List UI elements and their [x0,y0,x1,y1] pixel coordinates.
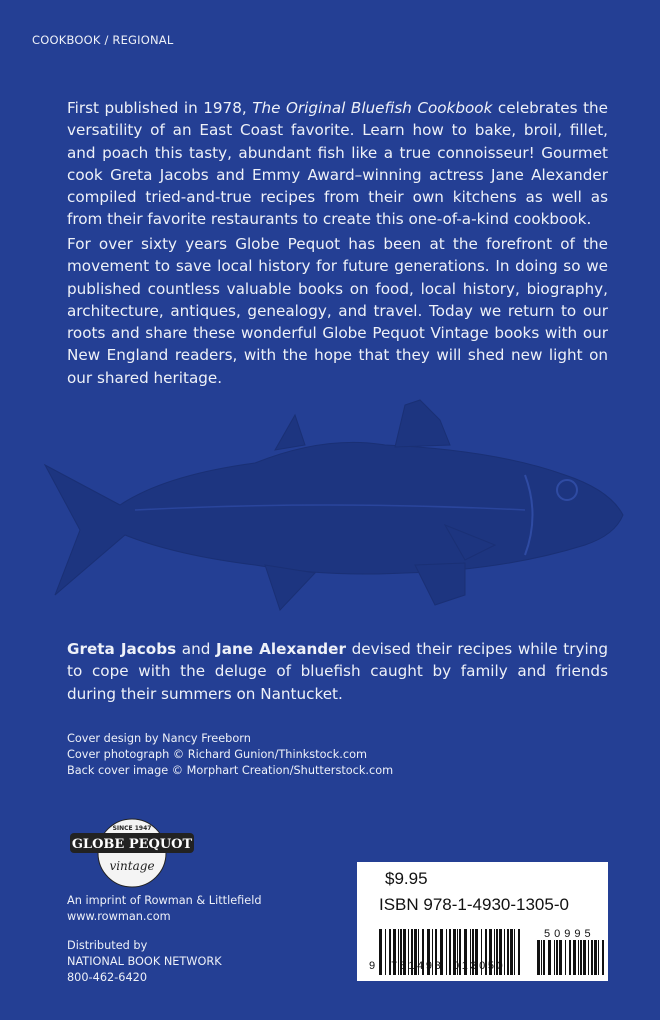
description-paragraph-1 [67,97,608,231]
barcode-bar [554,940,555,975]
text: celebrates the versatility of an East Coast favorite. Learn how to bake, broil, fillet, and poach this tasty, abundant fish like a true connoisseur! Gourmet cook Greta Jacobs and Emmy Award–winning actress Jane Alexander compiled tried-and-true recipes from their own kitchens as well as from their favorite restaurants to create this one-of-a-kind cookbook. [67,99,608,229]
imprint-info [67,893,262,925]
author-name: Jane Alexander [216,640,346,658]
barcode-bar [591,940,593,975]
barcode-bar [578,940,579,975]
isbn: ISBN 978-1-4930-1305-0 [379,895,569,914]
globe-pequot-vintage-logo [68,818,196,888]
bluefish-illustration [25,395,625,615]
barcode-bar [385,929,386,975]
barcode-bar [379,929,382,975]
distributor-phone: 800-462-6420 [67,971,148,984]
credit-line: Back cover image © Morphart Creation/Shutterstock.com [67,764,394,777]
barcode-bar [583,940,586,975]
barcode-bar [541,940,542,975]
barcode-lead-digit: 9 [369,960,378,972]
barcode-bar [580,940,582,975]
barcode-digits-right: 013050 [453,960,506,972]
text: First published in 1978, [67,99,253,117]
barcode-bar [602,940,604,975]
author-name: Greta Jacobs [67,640,177,658]
book-title: The Original Bluefish Cookbook [252,99,493,117]
barcode-bar [559,940,562,975]
publisher-website: www.rowman.com [67,910,171,923]
imprint-line: An imprint of Rowman & Littlefield [67,894,262,907]
barcode-bar [449,929,451,975]
author-bio [67,638,608,705]
barcode-bar [514,929,515,975]
distribution-line: Distributed by [67,939,148,952]
svg-text:SINCE 1947: SINCE 1947 [112,825,152,832]
distributor-name: NATIONAL BOOK NETWORK [67,955,222,968]
barcode-bar [446,929,447,975]
barcode-bar [518,929,520,975]
text: devised their recipes while trying to cope with the deluge of bluefish caught by family and friends during their summers on Nantucket. [67,640,608,703]
credit-line: Cover design by Nancy Freeborn [67,732,251,745]
barcode-bar [507,929,509,975]
barcode-label [357,862,608,981]
barcode-bar [565,940,566,975]
barcode-bar [594,940,597,975]
description-paragraph-2: For over sixty years Globe Pequot has been at the forefront of the movement to save local history for future generations. In doing so we published countless valuable books on food, local history, biography, architecture, antiques, genealogy, and travel. Today we return to our roots and share these wonderful Globe Pequot Vintage books with our New England readers, with the hope that they will shed new light on our shared heritage. [67,235,608,387]
text: and [176,640,217,658]
barcode-addon-digits: 50995 [544,928,595,940]
barcode-bar [573,940,576,975]
barcode-bar [548,940,551,975]
barcode-bar [510,929,513,975]
barcode-bar [556,940,558,975]
credit-line: Cover photograph © Richard Gunion/Thinkstock.com [67,748,367,761]
svg-text:GLOBE PEQUOT: GLOBE PEQUOT [71,837,193,852]
barcode-digits-left: 781493 [391,960,444,972]
svg-text:vintage: vintage [109,859,155,873]
distribution-info [67,938,222,986]
barcode-bar [598,940,599,975]
barcode-bar [588,940,589,975]
cover-credits [67,731,393,779]
barcode-bar [543,940,545,975]
category-label: COOKBOOK / REGIONAL [32,33,174,47]
barcode-bar [569,940,571,975]
price: $9.95 [385,869,428,888]
barcode-bar [537,940,540,975]
